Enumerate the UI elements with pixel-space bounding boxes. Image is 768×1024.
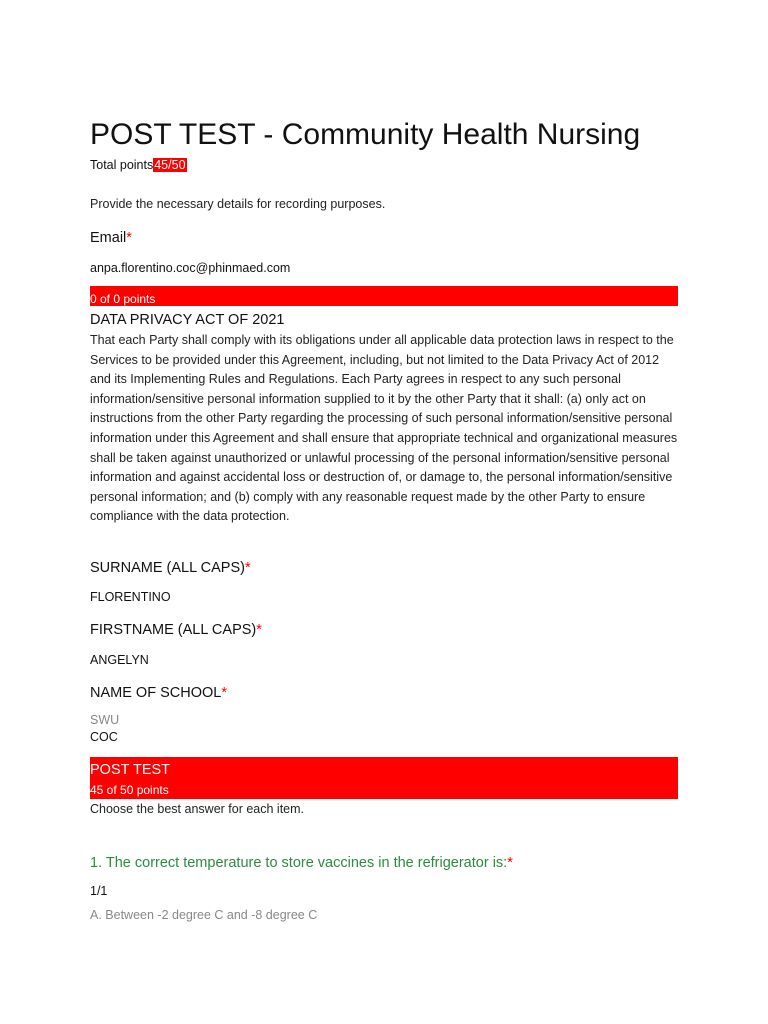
total-points-label: Total points (90, 158, 154, 172)
post-test-section-title: POST TEST (90, 762, 171, 778)
school-label (90, 685, 227, 701)
email-answer: anpa.florentino.coc@phinmaed.com (90, 261, 291, 275)
firstname-label (90, 622, 262, 638)
surname-answer: FLORENTINO (90, 590, 171, 604)
school-option-selected: COC (90, 730, 118, 744)
privacy-section-text: That each Party shall comply with its obligations under all applicable data protection laws in respect to the Services to be provided under this Agreement, including, but not limited to the Data Privacy Act of 2012 and its Implementing Rules and Regulations. Each Party agrees in respect to any such personal information/sensitive personal information supplied to it by the other Party that it shall: (a) only act on instructions from the other Party regarding the processing of such personal information/sensitive personal information under this Agreement and shall ensure that appropriate technical and organizational measures shall be taken against unauthorized or unlawful processing of the personal information/sensitive personal information and against accidental loss or destruction of, or damage to, the personal information/sensitive personal information; and (b) comply with any reasonable request made by the other Party to ensure compliance with the data protection. (90, 333, 678, 524)
required-mark: * (126, 230, 132, 246)
form-intro: Provide the necessary details for recording purposes. (90, 197, 386, 211)
question-1-score: 1/1 (90, 884, 108, 898)
post-test-section-points: 45 of 50 points (90, 783, 169, 797)
email-label (90, 230, 132, 246)
required-mark: * (256, 622, 262, 638)
privacy-section-header (90, 286, 678, 306)
privacy-section-title: DATA PRIVACY ACT OF 2021 (90, 312, 285, 328)
question-1 (90, 855, 513, 871)
email-label-text: Email (90, 230, 127, 246)
question-1-text: 1. The correct temperature to store vaccines in the refrigerator is: (90, 855, 508, 871)
privacy-section-points: 0 of 0 points (90, 292, 156, 306)
post-test-instructions: Choose the best answer for each item. (90, 802, 305, 816)
surname-label-text: SURNAME (ALL CAPS) (90, 560, 245, 576)
required-mark: * (507, 855, 513, 871)
form-title: POST TEST - Community Health Nursing (90, 118, 641, 151)
post-test-section-header (90, 757, 678, 799)
firstname-answer: ANGELYN (90, 653, 149, 667)
total-points (90, 158, 187, 172)
school-option-unselected: SWU (90, 713, 120, 727)
required-mark: * (244, 560, 251, 576)
total-points-value: 45/50 (154, 158, 186, 172)
surname-label (90, 560, 251, 576)
school-label-text: NAME OF SCHOOL (90, 685, 222, 701)
firstname-label-text: FIRSTNAME (ALL CAPS) (90, 622, 257, 638)
question-1-option-a: A. Between -2 degree C and -8 degree C (90, 908, 318, 922)
required-mark: * (221, 685, 227, 701)
